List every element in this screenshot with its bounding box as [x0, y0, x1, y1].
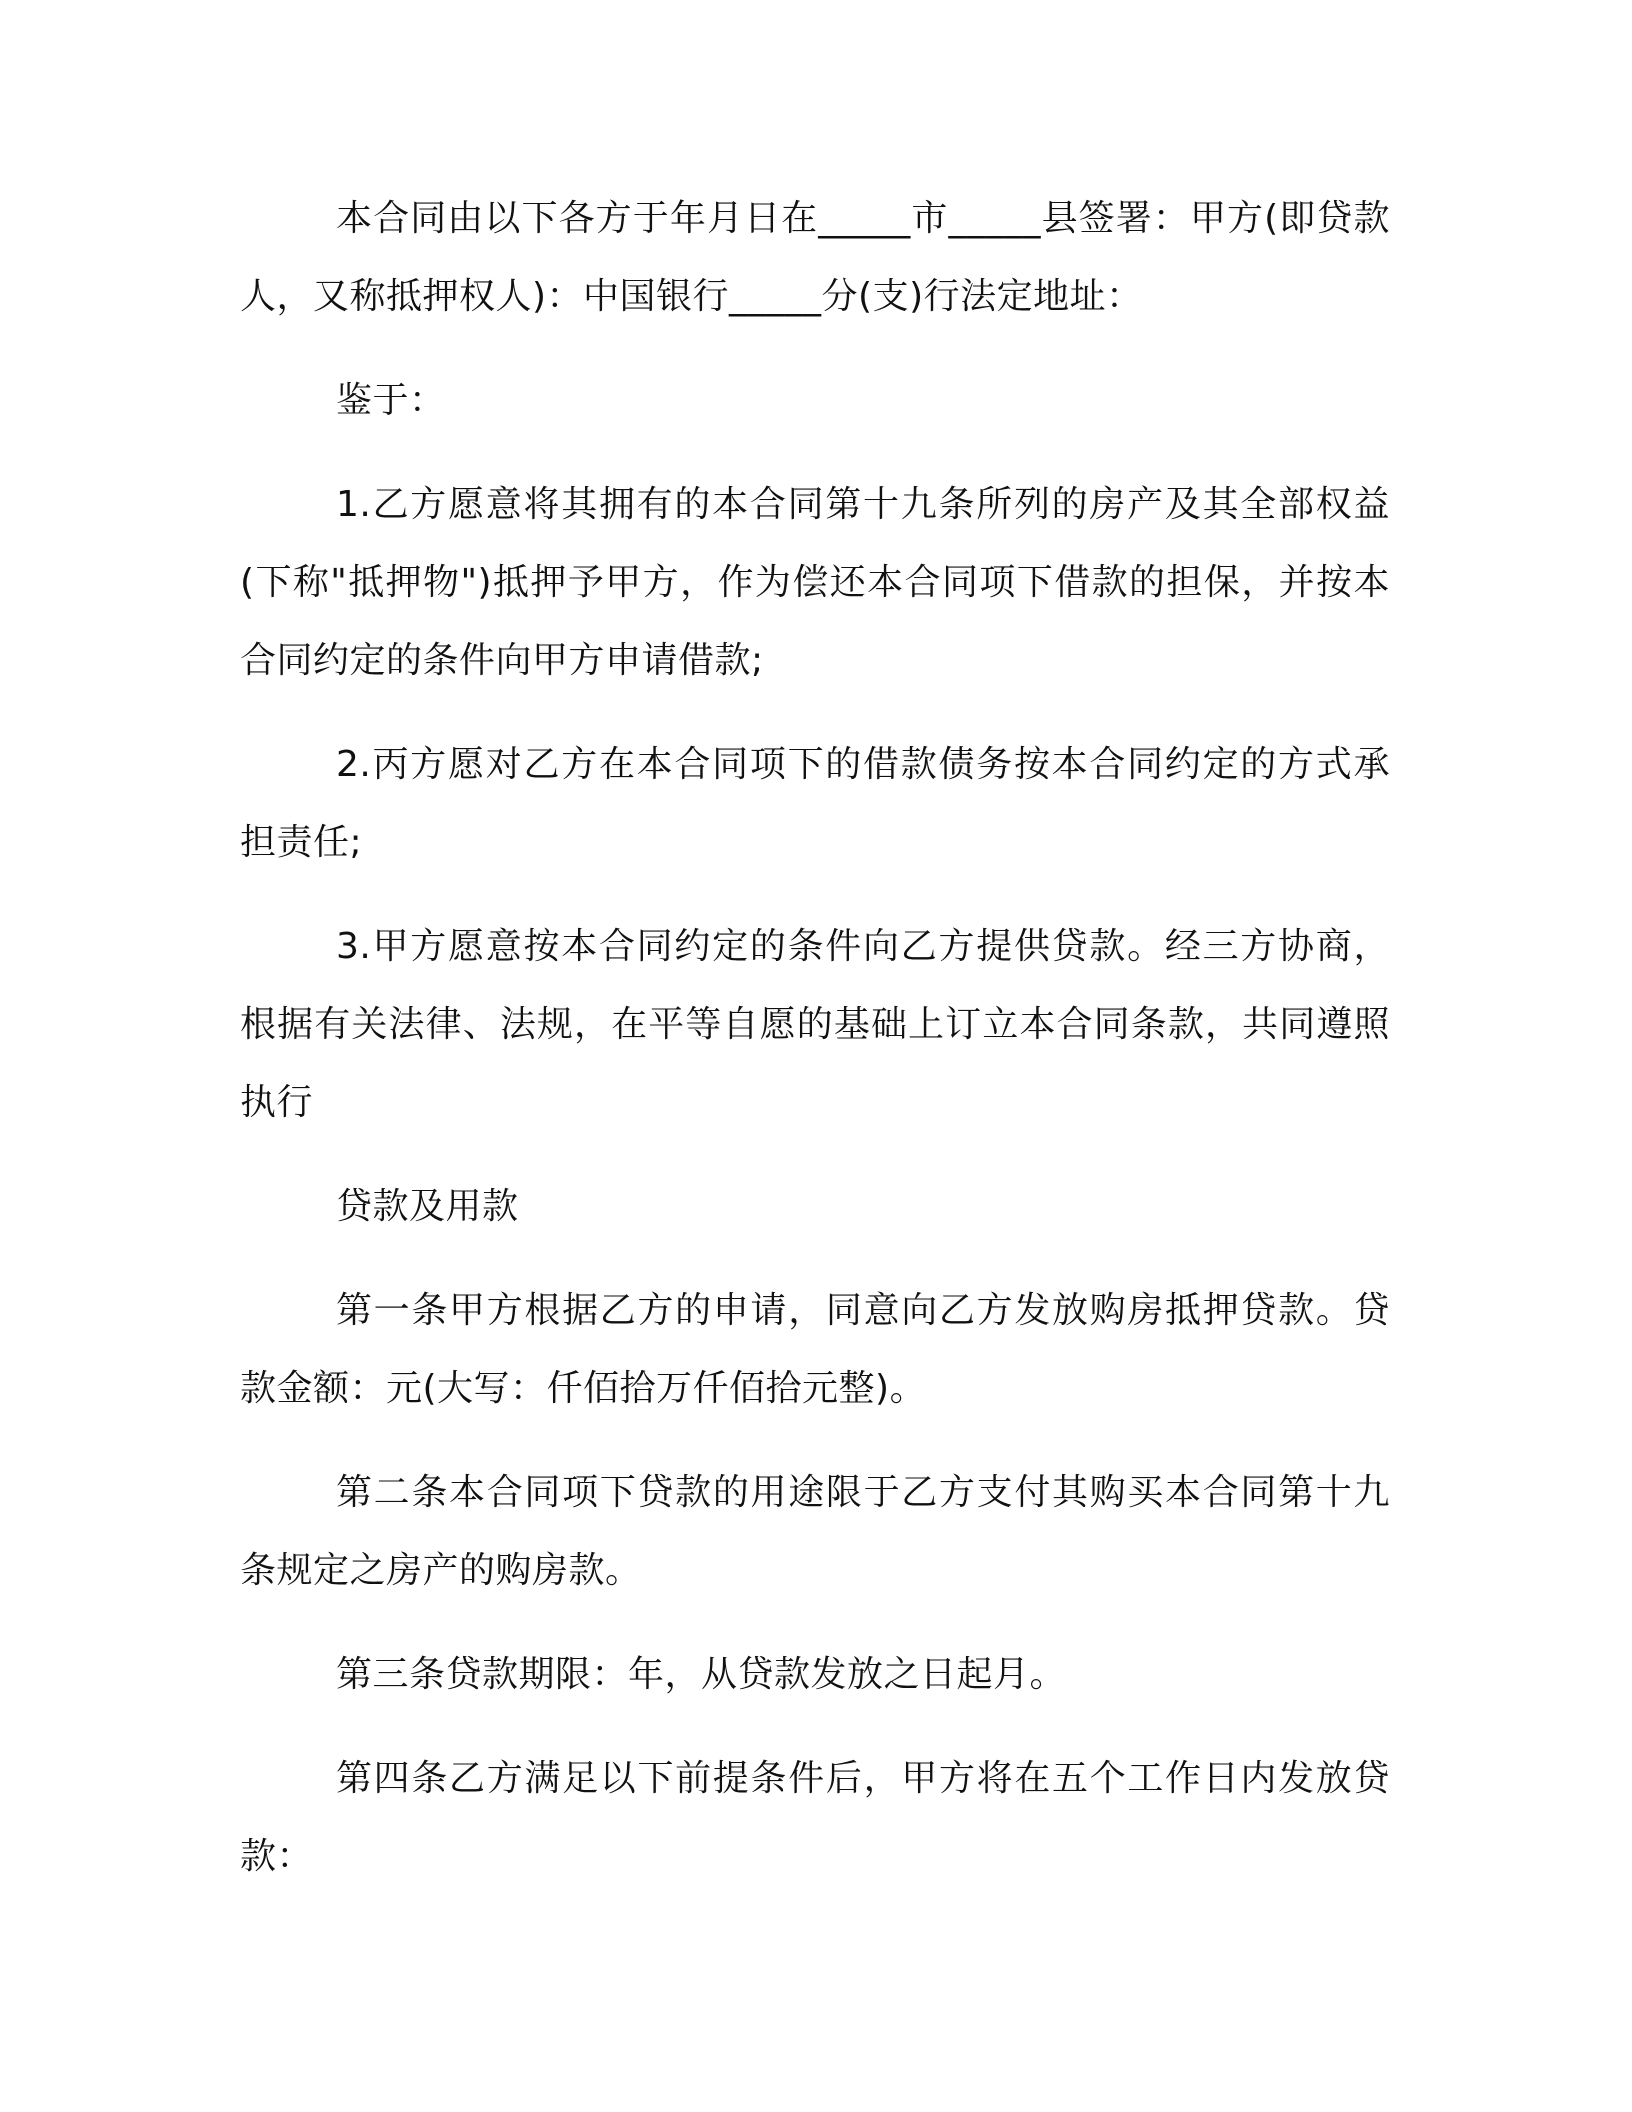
article-2: 第二条本合同项下贷款的用途限于乙方支付其购买本合同第十九条规定之房产的购房款。 — [240, 1472, 1390, 1591]
document-page — [240, 180, 1390, 1896]
recital-1: 1.乙方愿意将其拥有的本合同第十九条所列的房产及其全部权益(下称"抵押物")抵押予甲方，作为偿还本合同项下借款的担保，并按本合同约定的条件向甲方申请借款; — [240, 484, 1390, 681]
recital-2: 2.丙方愿对乙方在本合同项下的借款债务按本合同约定的方式承担责任; — [240, 744, 1390, 863]
article-1: 第一条甲方根据乙方的申请，同意向乙方发放购房抵押贷款。贷款金额：元(大写：仟佰拾万仟佰拾元整)。 — [240, 1290, 1390, 1409]
section-heading-loan-use: 贷款及用款 — [336, 1186, 519, 1227]
article-4: 第四条乙方满足以下前提条件后，甲方将在五个工作日内发放贷款： — [240, 1758, 1390, 1877]
preamble-paragraph: 本合同由以下各方于年月日在_____市_____县签署：甲方(即贷款人，又称抵押权人)：中国银行_____分(支)行法定地址： — [240, 198, 1390, 317]
article-3: 第三条贷款期限：年，从贷款发放之日起月。 — [336, 1654, 1067, 1695]
whereas-heading: 鉴于： — [336, 380, 446, 421]
recital-3: 3.甲方愿意按本合同约定的条件向乙方提供贷款。经三方协商，根据有关法律、法规，在平等自愿的基础上订立本合同条款，共同遵照执行 — [240, 926, 1390, 1123]
